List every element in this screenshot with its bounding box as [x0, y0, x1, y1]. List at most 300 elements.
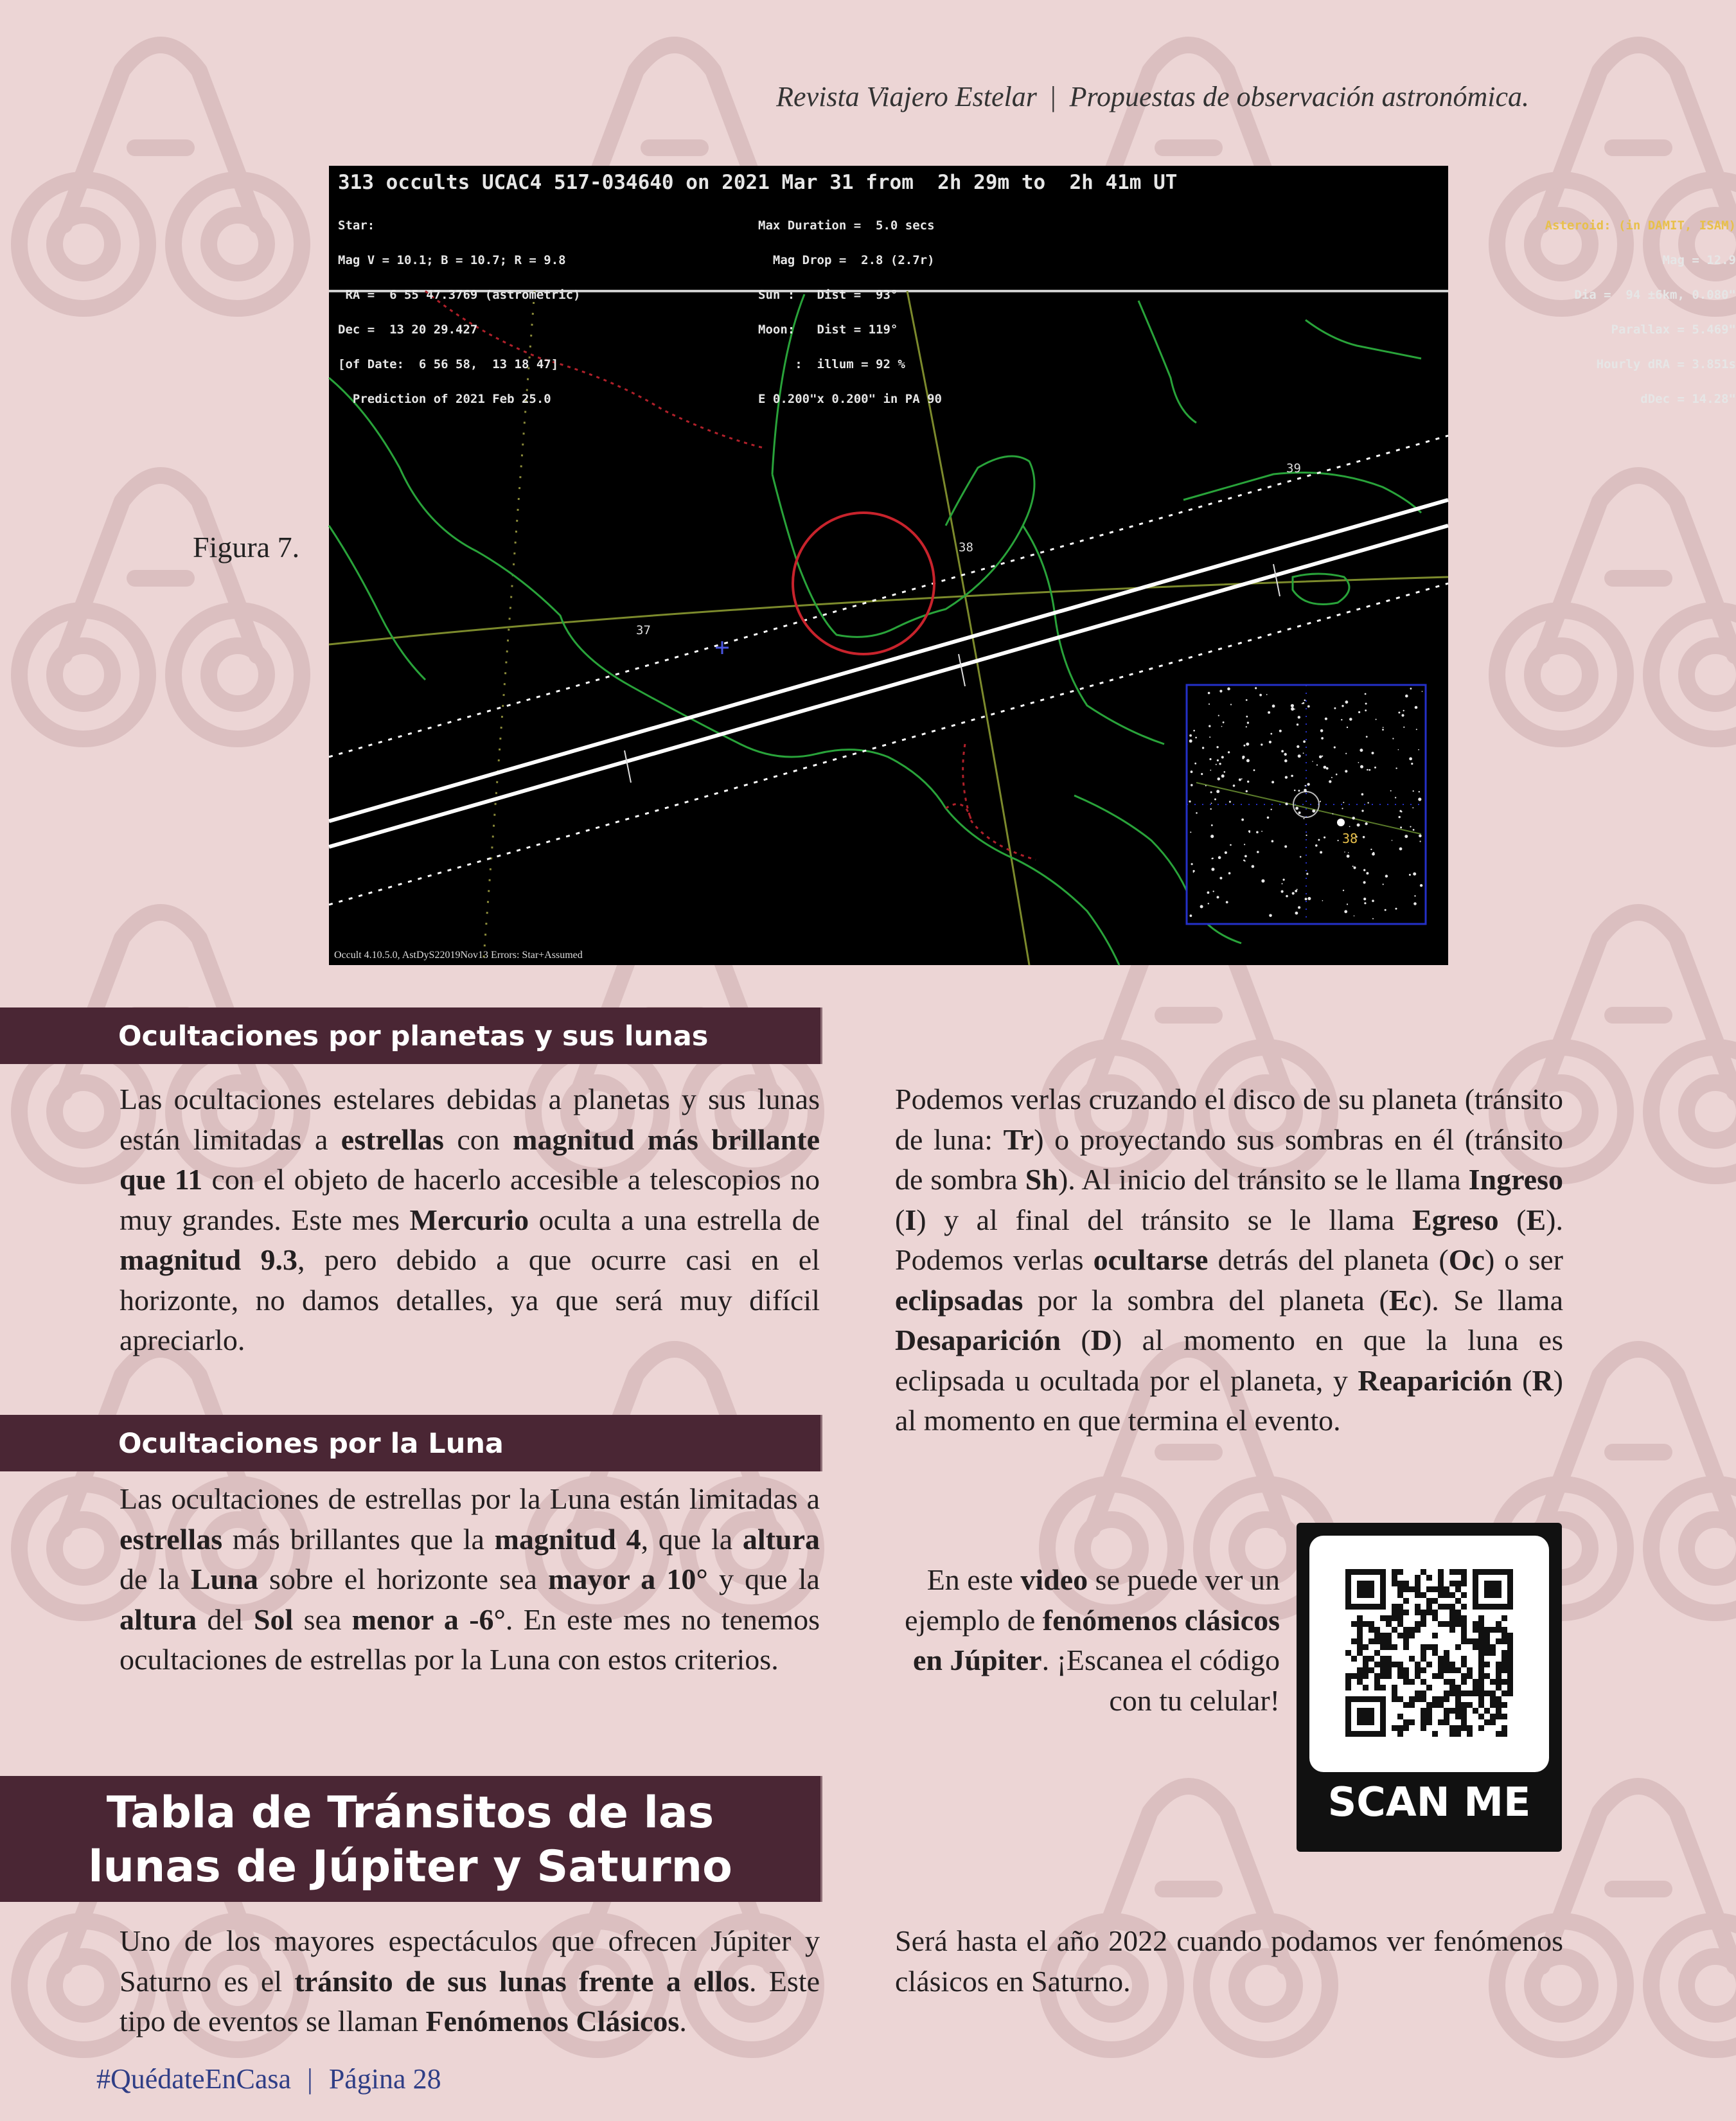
- star-dot: [1279, 730, 1282, 732]
- star-dot: [1361, 810, 1363, 812]
- star-dot: [1209, 736, 1210, 738]
- paragraph-moon-occultations: [120, 1479, 820, 1680]
- star-dot: [1241, 819, 1244, 821]
- star-dot: [1191, 784, 1193, 786]
- qr-caption: [887, 1560, 1280, 1721]
- star-dot: [1306, 873, 1308, 874]
- star-dot: [1285, 803, 1288, 805]
- text-run: ). Podemos verlas: [895, 1203, 1563, 1276]
- star-dot: [1419, 835, 1422, 838]
- star-dot: [1401, 714, 1404, 716]
- star-dot: [1392, 738, 1394, 739]
- star-dot: [1347, 727, 1348, 728]
- star-dot: [1383, 727, 1384, 728]
- text-run: del: [197, 1602, 254, 1636]
- star-dot: [1298, 812, 1301, 814]
- star-dot: [1209, 725, 1210, 727]
- star-dot: [1343, 802, 1344, 803]
- star-dot: [1365, 709, 1367, 711]
- paragraph-saturn-note: [895, 1921, 1563, 2001]
- text-run: Uno de los mayores espectáculos que ofrecen Júpiter y Saturno es el: [120, 1924, 820, 1998]
- star-dot: [1225, 851, 1227, 854]
- text-run: , pero debido a que ocurre casi en el horizonte, no damos detalles, ya que será muy difícil apreciarlo.: [120, 1243, 820, 1356]
- star-dot: [1419, 791, 1420, 792]
- text-run: oculta a una estrella de: [529, 1203, 820, 1236]
- star-dot: [1307, 706, 1310, 708]
- star-dot: [1217, 896, 1219, 898]
- star-dot: [1298, 790, 1300, 792]
- star-dot: [1349, 718, 1352, 721]
- star-dot: [1193, 870, 1195, 872]
- bold-text-run: Luna: [191, 1563, 258, 1595]
- text-run: ) al momento en que la luna es eclipsada u ocultada por el planeta, y: [895, 1324, 1563, 1397]
- event-info-line: Mag Drop = 2.8 (2.7r): [758, 253, 935, 267]
- bold-text-run: Egreso: [1412, 1203, 1499, 1236]
- section-header-planet-occultations: Ocultaciones por planetas y sus lunas: [0, 1007, 822, 1064]
- star-dot: [1366, 872, 1368, 874]
- star-dot: [1211, 868, 1214, 871]
- star-dot: [1347, 903, 1348, 905]
- star-dot: [1360, 765, 1363, 768]
- star-dot: [1193, 730, 1195, 732]
- star-dot: [1241, 778, 1243, 779]
- star-dot: [1269, 914, 1272, 918]
- star-dot: [1284, 846, 1287, 848]
- star-dot: [1261, 879, 1264, 882]
- star-dot: [1272, 705, 1275, 708]
- star-dot: [1283, 879, 1285, 881]
- star-dot: [1357, 824, 1360, 827]
- bold-text-run: ocultarse: [1093, 1243, 1209, 1276]
- star-dot: [1413, 873, 1416, 876]
- star-dot: [1298, 754, 1301, 758]
- star-dot: [1244, 844, 1245, 845]
- star-dot: [1259, 694, 1262, 697]
- star-dot: [1256, 831, 1259, 833]
- star-dot: [1401, 811, 1402, 812]
- star-dot: [1400, 826, 1402, 828]
- asteroid-info-line: Hourly dRA = 3.851s: [1596, 357, 1736, 371]
- star-dot: [1209, 704, 1210, 705]
- star-dot: [1189, 801, 1191, 803]
- star-dot: [1195, 737, 1197, 739]
- star-dot: [1190, 914, 1192, 917]
- star-dot: [1354, 916, 1355, 917]
- text-run: (: [1498, 1203, 1527, 1236]
- star-dot: [1413, 829, 1415, 831]
- text-run: ). Se llama: [1421, 1283, 1563, 1317]
- star-dot: [1243, 860, 1245, 862]
- bold-text-run: E: [1526, 1203, 1546, 1236]
- text-run: sea: [293, 1602, 352, 1636]
- star-dot: [1271, 840, 1274, 842]
- star-dot: [1345, 753, 1347, 754]
- text-run: con: [443, 1123, 513, 1156]
- star-dot: [1320, 801, 1321, 802]
- star-dot: [1196, 812, 1198, 814]
- bold-text-run: Mercurio: [409, 1203, 529, 1236]
- star-dot: [1255, 687, 1257, 689]
- bold-text-run: magnitud 9.3: [120, 1243, 297, 1276]
- star-dot: [1370, 849, 1372, 850]
- section-header-transits-table: [0, 1776, 822, 1902]
- text-run: Será hasta el año 2022 cuando podamos ver fenómenos clásicos en Saturno.: [895, 1924, 1563, 1998]
- star-dot: [1320, 851, 1322, 854]
- star-dot: [1304, 700, 1306, 702]
- star-dot: [1410, 688, 1412, 689]
- star-dot: [1295, 912, 1298, 915]
- bold-text-run: Ec: [1388, 1283, 1422, 1317]
- star-dot: [1202, 747, 1204, 749]
- star-dot: [1324, 837, 1325, 839]
- qr-code-icon[interactable]: [1345, 1569, 1513, 1737]
- star-dot: [1207, 891, 1210, 894]
- star-dot: [1416, 729, 1417, 730]
- star-dot: [1334, 707, 1336, 709]
- star-dot: [1246, 790, 1248, 792]
- time-label-37: 37: [636, 623, 651, 637]
- star-dot: [1219, 690, 1222, 693]
- star-field-inset: [1187, 685, 1426, 924]
- star-dot: [1291, 704, 1294, 707]
- star-dot: [1316, 765, 1318, 766]
- star-dot: [1358, 711, 1360, 713]
- star-dot: [1372, 900, 1374, 902]
- bold-text-run: Ingreso: [1468, 1163, 1563, 1196]
- star-dot: [1342, 705, 1343, 707]
- asteroid-info-line: Dia = 94 ±6km, 0.080": [1574, 288, 1736, 302]
- bold-text-run: Oc: [1448, 1243, 1485, 1276]
- star-dot: [1360, 749, 1363, 752]
- bold-text-run: magnitud 4: [494, 1522, 641, 1556]
- asteroid-info-line: Asteroid: (in DAMIT, ISAM): [1545, 218, 1736, 233]
- star-dot: [1365, 693, 1367, 695]
- star-dot: [1218, 715, 1219, 716]
- star-dot: [1368, 769, 1370, 771]
- star-dot: [1422, 691, 1423, 692]
- text-run: por la sombra del planeta (: [1023, 1283, 1389, 1317]
- star-dot: [1282, 883, 1283, 884]
- star-dot: [1281, 890, 1284, 892]
- event-info-line: E 0.200"x 0.200" in PA 90: [758, 392, 942, 406]
- star-dot: [1395, 768, 1397, 769]
- star-dot: [1252, 865, 1255, 868]
- star-dot: [1219, 763, 1221, 765]
- star-dot: [1210, 808, 1212, 810]
- star-dot: [1249, 831, 1250, 833]
- event-info-line: Max Duration = 5.0 secs: [758, 218, 935, 233]
- star-dot: [1246, 743, 1249, 746]
- text-run: y que la: [707, 1563, 820, 1595]
- event-info-line: Sun : Dist = 93°: [758, 288, 898, 302]
- bold-text-run: Desaparición: [895, 1324, 1061, 1356]
- bold-text-run: D: [1090, 1324, 1112, 1356]
- star-dot: [1229, 801, 1231, 803]
- star-dot: [1365, 822, 1367, 825]
- star-dot: [1246, 716, 1248, 718]
- star-dot: [1227, 688, 1230, 691]
- section-title-line: lunas de Júpiter y Saturno: [88, 1841, 732, 1892]
- star-dot: [1365, 703, 1367, 705]
- star-dot: [1409, 758, 1412, 761]
- star-dot: [1329, 780, 1331, 783]
- star-dot: [1297, 889, 1298, 890]
- star-dot: [1367, 802, 1368, 803]
- star-dot: [1246, 759, 1250, 762]
- star-dot: [1409, 874, 1411, 876]
- star-dot: [1363, 898, 1366, 900]
- star-dot: [1344, 851, 1345, 853]
- star-dot: [1246, 726, 1247, 727]
- qr-code-card[interactable]: [1297, 1523, 1562, 1852]
- occultation-map-figure: [329, 166, 1736, 965]
- text-run: , que la: [641, 1522, 743, 1556]
- qr-code-area[interactable]: [1309, 1536, 1549, 1772]
- text-run: En este: [926, 1563, 1021, 1596]
- star-dot: [1291, 775, 1293, 777]
- star-dot: [1217, 759, 1219, 761]
- event-info-line: Moon: Dist = 119°: [758, 323, 898, 337]
- star-dot: [1390, 790, 1392, 792]
- magazine-name: Revista Viajero Estelar: [776, 81, 1037, 112]
- star-dot: [1286, 895, 1288, 898]
- star-dot: [1410, 826, 1411, 828]
- star-dot: [1210, 770, 1211, 771]
- star-dot: [1295, 807, 1298, 810]
- star-dot: [1219, 877, 1222, 880]
- star-dot: [1247, 781, 1249, 783]
- star-dot: [1372, 752, 1374, 754]
- star-dot: [1294, 709, 1295, 710]
- star-dot: [1244, 855, 1247, 858]
- star-dot: [1344, 910, 1347, 913]
- star-dot: [1267, 817, 1270, 819]
- running-header: [642, 80, 1529, 113]
- section-header-moon-occultations: Ocultaciones por la Luna: [0, 1415, 822, 1471]
- star-dot: [1191, 863, 1193, 865]
- time-label-39: 39: [1286, 461, 1301, 475]
- inset-label: 38: [1342, 831, 1358, 846]
- star-dot: [1364, 902, 1366, 904]
- bold-text-run: estrellas: [341, 1123, 444, 1156]
- star-dot: [1399, 848, 1403, 851]
- star-dot: [1347, 855, 1350, 858]
- star-dot: [1392, 840, 1393, 841]
- star-dot: [1342, 808, 1343, 809]
- star-dot: [1336, 774, 1338, 776]
- star-dot: [1211, 803, 1212, 804]
- star-dot: [1270, 733, 1272, 735]
- star-dot: [1261, 743, 1262, 745]
- star-dot: [1398, 712, 1400, 714]
- star-dot: [1376, 719, 1377, 720]
- star-dot: [1405, 695, 1408, 698]
- star-dot: [1271, 781, 1274, 783]
- asteroid-info-line: Mag = 12.9: [1662, 253, 1736, 267]
- star-dot: [1200, 905, 1203, 909]
- star-dot: [1210, 792, 1212, 794]
- star-dot: [1331, 777, 1333, 778]
- text-run: se puede ver un ejemplo de: [905, 1563, 1280, 1637]
- star-dot: [1303, 752, 1304, 754]
- text-run: detrás del planeta (: [1208, 1243, 1449, 1276]
- star-dot: [1341, 719, 1342, 720]
- star-dot: [1403, 710, 1404, 711]
- star-dot: [1420, 884, 1422, 887]
- star-dot: [1243, 745, 1245, 747]
- text-run: (: [1061, 1324, 1091, 1356]
- star-dot: [1345, 770, 1347, 772]
- star-dot: [1334, 747, 1336, 749]
- event-info-line: : illum = 92 %: [758, 357, 905, 371]
- star-info-line: [of Date: 6 56 58, 13 18 47]: [338, 357, 559, 371]
- star-dot: [1322, 756, 1323, 757]
- star-dot: [1385, 874, 1388, 877]
- star-dot: [1413, 902, 1417, 905]
- star-dot: [1361, 793, 1364, 795]
- star-dot: [1338, 840, 1339, 841]
- asteroid-info-line: Parallax = 5.469": [1611, 323, 1736, 337]
- star-dot: [1358, 762, 1360, 763]
- text-run: . Este tipo de eventos se llaman: [120, 1964, 820, 2037]
- star-dot: [1247, 722, 1249, 723]
- star-dot: [1411, 763, 1413, 765]
- star-info-line: Prediction of 2021 Feb 25.0: [338, 392, 551, 406]
- page-footer: [96, 2063, 441, 2095]
- star-dot: [1216, 746, 1218, 748]
- star-info-line: Dec = 13 20 29.427: [338, 323, 478, 337]
- text-run: con el objeto de hacerlo accesible a telescopios no muy grandes. Este mes: [120, 1163, 820, 1236]
- event-info: [758, 197, 942, 428]
- star-dot: [1216, 790, 1219, 793]
- star-dot: [1193, 872, 1194, 873]
- star-dot: [1257, 851, 1259, 853]
- star-dot: [1353, 866, 1356, 869]
- star-dot: [1201, 773, 1203, 775]
- star-dot: [1352, 865, 1354, 867]
- paragraph-planet-occultations: [120, 1079, 820, 1361]
- bold-text-run: R: [1532, 1363, 1554, 1397]
- star-dot: [1191, 770, 1193, 773]
- figure-title: 313 occults UCAC4 517-034640 on 2021 Mar 31 from 2h 29m to 2h 41m UT: [338, 171, 1178, 194]
- bold-text-run: fenómenos clásicos en Júpiter: [913, 1603, 1280, 1676]
- star-dot: [1403, 727, 1404, 728]
- star-dot: [1242, 758, 1244, 759]
- star-dot: [1284, 753, 1287, 756]
- star-dot: [1302, 703, 1303, 704]
- star-dot: [1297, 745, 1299, 748]
- bold-text-run: magnitud más brillante que 11: [120, 1123, 820, 1196]
- star-dot: [1223, 722, 1225, 723]
- star-dot: [1226, 901, 1228, 903]
- star-dot: [1415, 706, 1418, 709]
- star-dot: [1246, 699, 1248, 701]
- star-dot: [1312, 761, 1313, 762]
- text-run: ) al momento en que termina el evento.: [895, 1363, 1563, 1437]
- star-dot: [1418, 797, 1421, 801]
- star-dot: [1363, 869, 1365, 871]
- star-dot: [1271, 809, 1272, 810]
- star-dot: [1300, 856, 1302, 858]
- star-dot: [1399, 816, 1401, 818]
- star-dot: [1343, 890, 1344, 891]
- star-dot: [1363, 881, 1366, 883]
- star-dot: [1395, 797, 1396, 798]
- bold-text-run: I: [905, 1203, 917, 1236]
- star-dot: [1385, 909, 1386, 911]
- star-dot: [1302, 702, 1304, 704]
- star-dot: [1352, 817, 1355, 820]
- star-info: [338, 197, 581, 428]
- star-dot: [1297, 723, 1298, 725]
- star-dot: [1395, 908, 1397, 910]
- text-run: .: [679, 2005, 687, 2037]
- header-subtitle: Propuestas de observación astronómica.: [1069, 81, 1529, 112]
- star-dot: [1294, 790, 1296, 792]
- bold-text-run: estrellas: [120, 1522, 223, 1556]
- star-dot: [1230, 704, 1232, 705]
- star-dot: [1303, 740, 1306, 743]
- star-info-line: Star:: [338, 218, 375, 233]
- star-dot: [1349, 826, 1351, 828]
- star-dot: [1213, 891, 1214, 892]
- star-dot: [1319, 756, 1322, 759]
- star-dot: [1190, 831, 1191, 833]
- bold-text-run: tránsito de sus lunas frente a ellos: [294, 1964, 750, 1998]
- star-dot: [1325, 718, 1327, 720]
- footer-separator: |: [307, 2063, 313, 2095]
- star-dot: [1307, 783, 1309, 786]
- figure-header: [329, 166, 1736, 406]
- star-dot: [1224, 771, 1226, 773]
- text-run: Las ocultaciones estelares debidas a planetas y sus lunas están limitadas a: [120, 1083, 820, 1156]
- star-dot: [1298, 906, 1300, 909]
- star-dot: [1304, 818, 1305, 819]
- star-dot: [1383, 883, 1384, 885]
- star-dot: [1326, 767, 1329, 770]
- star-dot: [1266, 694, 1268, 695]
- star-dot: [1189, 734, 1192, 737]
- star-dot: [1348, 852, 1349, 853]
- text-run: de la: [120, 1563, 191, 1595]
- star-dot: [1382, 729, 1384, 731]
- footer-hashtag: #QuédateEnCasa: [96, 2063, 291, 2095]
- star-dot: [1209, 758, 1211, 760]
- star-dot: [1372, 853, 1375, 856]
- star-dot: [1233, 785, 1236, 787]
- bold-text-run: Fenómenos Clásicos: [425, 2005, 680, 2037]
- star-dot: [1295, 890, 1297, 892]
- star-dot: [1324, 766, 1327, 769]
- star-dot: [1414, 895, 1415, 896]
- star-info-line: Mag V = 10.1; B = 10.7; R = 9.8: [338, 253, 566, 267]
- star-dot: [1253, 769, 1255, 771]
- star-dot: [1221, 726, 1223, 727]
- star-dot: [1321, 737, 1324, 740]
- star-dot: [1420, 840, 1421, 842]
- bold-text-run: eclipsadas: [895, 1283, 1023, 1317]
- star-dot: [1214, 799, 1216, 801]
- star-dot: [1305, 785, 1306, 786]
- star-dot: [1221, 756, 1224, 759]
- text-run: sobre el horizonte sea: [258, 1563, 549, 1595]
- star-dot: [1298, 716, 1300, 718]
- star-dot: [1284, 759, 1288, 763]
- paragraph-transit-terms: [895, 1079, 1563, 1441]
- text-run: . ¡Escanea el código con tu celular!: [1041, 1644, 1280, 1717]
- star-dot: [1363, 836, 1365, 839]
- bold-text-run: Sh: [1025, 1163, 1058, 1196]
